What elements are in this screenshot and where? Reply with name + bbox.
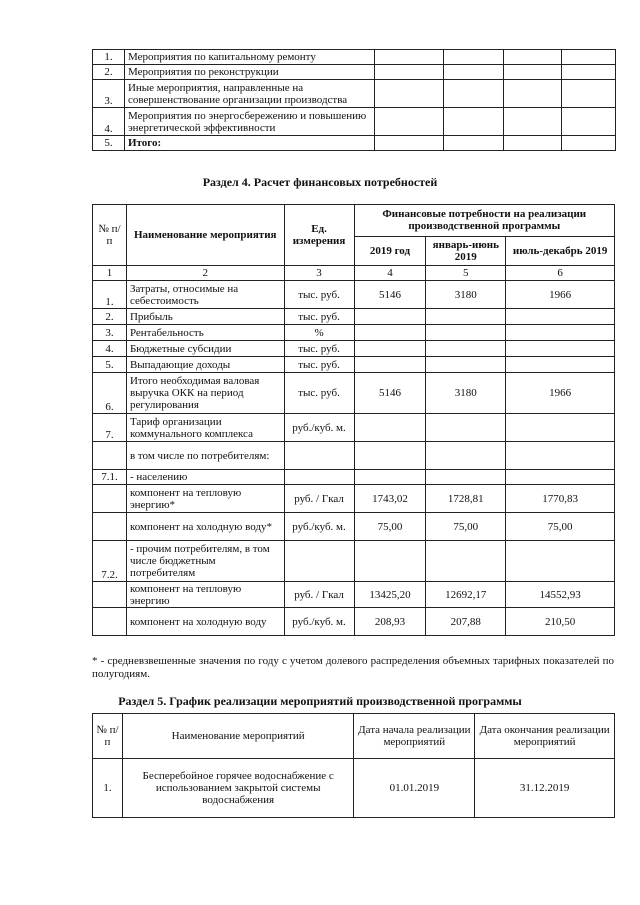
row-name: компонент на холодную воду* <box>126 513 284 541</box>
row-number: 1. <box>93 759 123 818</box>
row-name: Прибыль <box>126 309 284 325</box>
row-name: Мероприятия по энергосбережению и повышению энергетической эффективности <box>124 108 374 136</box>
col-number: 2 <box>126 266 284 281</box>
row-unit: руб./куб. м. <box>284 513 354 541</box>
row-name: компонент на тепловую энергию* <box>126 485 284 513</box>
header-year: 2019 год <box>354 236 426 265</box>
table-row <box>93 80 616 108</box>
row-year: 208,93 <box>354 608 426 636</box>
row-name: - населению <box>126 470 284 485</box>
row-h2: 1966 <box>506 373 615 414</box>
row-unit: тыс. руб. <box>284 373 354 414</box>
col-number: 4 <box>354 266 426 281</box>
row-h2: 1770,83 <box>506 485 615 513</box>
table-row <box>93 541 615 582</box>
header-name: Наименование мероприятий <box>122 714 353 759</box>
row-name: Рентабельность <box>126 325 284 341</box>
row-year: 75,00 <box>354 513 426 541</box>
footnote: * - средневзвешенные значения по году с учетом долевого распределения объемных тарифных показателей по полугодиям. <box>92 655 614 680</box>
table-row <box>93 414 615 442</box>
table-row <box>93 759 615 818</box>
table-row <box>93 65 616 80</box>
header-num: № п/п <box>93 205 127 266</box>
row-h1: 12692,17 <box>426 582 506 608</box>
row-number: 7.2. <box>93 541 127 582</box>
table-row <box>93 309 615 325</box>
header-row <box>93 205 615 237</box>
row-name: Мероприятия по реконструкции <box>124 65 374 80</box>
row-unit: руб./куб. м. <box>284 414 354 442</box>
row-year: 5146 <box>354 373 426 414</box>
table-row <box>93 513 615 541</box>
row-h1: 3180 <box>426 281 506 309</box>
row-unit: тыс. руб. <box>284 281 354 309</box>
table-row <box>93 442 615 470</box>
table-row <box>93 281 615 309</box>
row-number: 3. <box>93 80 125 108</box>
row-number: 1. <box>93 281 127 309</box>
row-unit: тыс. руб. <box>284 309 354 325</box>
header-unit: Ед. измерения <box>284 205 354 266</box>
header-num: № п/п <box>93 714 123 759</box>
row-unit: тыс. руб. <box>284 341 354 357</box>
table-row <box>93 50 616 65</box>
col-number: 6 <box>506 266 615 281</box>
row-number: 7.1. <box>93 470 127 485</box>
row-name: Итого: <box>124 136 374 151</box>
row-number: 4. <box>93 341 127 357</box>
table-row <box>93 485 615 513</box>
row-number: 6. <box>93 373 127 414</box>
financial-needs-table <box>92 204 615 636</box>
table-row <box>93 608 615 636</box>
header-start: Дата начала реализации мероприятий <box>354 714 475 759</box>
table-row <box>93 325 615 341</box>
row-h1: 1728,81 <box>426 485 506 513</box>
row-name: в том числе по потребителям: <box>126 442 284 470</box>
row-year: 1743,02 <box>354 485 426 513</box>
column-numbers-row <box>93 266 615 281</box>
row-h1: 207,88 <box>426 608 506 636</box>
row-end: 31.12.2019 <box>475 759 615 818</box>
header-name: Наименование мероприятия <box>126 205 284 266</box>
row-name: компонент на холодную воду <box>126 608 284 636</box>
row-name: - прочим потребителям, в том числе бюджетным потребителям <box>126 541 284 582</box>
row-unit: % <box>284 325 354 341</box>
row-h1: 3180 <box>426 373 506 414</box>
row-number: 5. <box>93 357 127 373</box>
row-name: Тариф организации коммунального комплекса <box>126 414 284 442</box>
row-year: 5146 <box>354 281 426 309</box>
table-row <box>93 108 616 136</box>
row-name: Иные мероприятия, направленные на совершенствование организации производства <box>124 80 374 108</box>
col-number: 1 <box>93 266 127 281</box>
row-number: 2. <box>93 309 127 325</box>
row-name: Затраты, относимые на себестоимость <box>126 281 284 309</box>
row-h2: 210,50 <box>506 608 615 636</box>
table-row <box>93 136 616 151</box>
schedule-table <box>92 713 615 818</box>
col-number: 3 <box>284 266 354 281</box>
row-unit: руб./куб. м. <box>284 608 354 636</box>
header-fin: Финансовые потребности на реализации производственной программы <box>354 205 615 237</box>
table-row <box>93 373 615 414</box>
row-h2: 14552,93 <box>506 582 615 608</box>
row-number: 2. <box>93 65 125 80</box>
section4-title: Раздел 4. Расчет финансовых потребностей <box>202 175 438 189</box>
row-unit: тыс. руб. <box>284 357 354 373</box>
section5-title: Раздел 5. График реализации мероприятий производственной программы <box>118 694 522 708</box>
row-name: Выпадающие доходы <box>126 357 284 373</box>
table-row <box>93 341 615 357</box>
row-name: Бесперебойное горячее водоснабжение с использованием закрытой системы водоснабжения <box>122 759 353 818</box>
col-number: 5 <box>426 266 506 281</box>
table-row <box>93 470 615 485</box>
row-number: 3. <box>93 325 127 341</box>
header-row <box>93 714 615 759</box>
row-name: Бюджетные субсидии <box>126 341 284 357</box>
row-h1: 75,00 <box>426 513 506 541</box>
row-name: компонент на тепловую энергию <box>126 582 284 608</box>
row-number: 1. <box>93 50 125 65</box>
row-name: Итого необходимая валовая выручка ОКК на период регулирования <box>126 373 284 414</box>
table-row <box>93 357 615 373</box>
row-unit: руб. / Гкал <box>284 582 354 608</box>
table-row <box>93 582 615 608</box>
measures-table <box>92 49 616 151</box>
row-name: Мероприятия по капитальному ремонту <box>124 50 374 65</box>
row-number: 7. <box>93 414 127 442</box>
row-number: 5. <box>93 136 125 151</box>
row-start: 01.01.2019 <box>354 759 475 818</box>
header-h1: январь-июнь 2019 <box>426 236 506 265</box>
row-h2: 1966 <box>506 281 615 309</box>
header-h2: июль-декабрь 2019 <box>506 236 615 265</box>
row-number: 4. <box>93 108 125 136</box>
header-end: Дата окончания реализации мероприятий <box>475 714 615 759</box>
row-unit: руб. / Гкал <box>284 485 354 513</box>
row-h2: 75,00 <box>506 513 615 541</box>
row-year: 13425,20 <box>354 582 426 608</box>
